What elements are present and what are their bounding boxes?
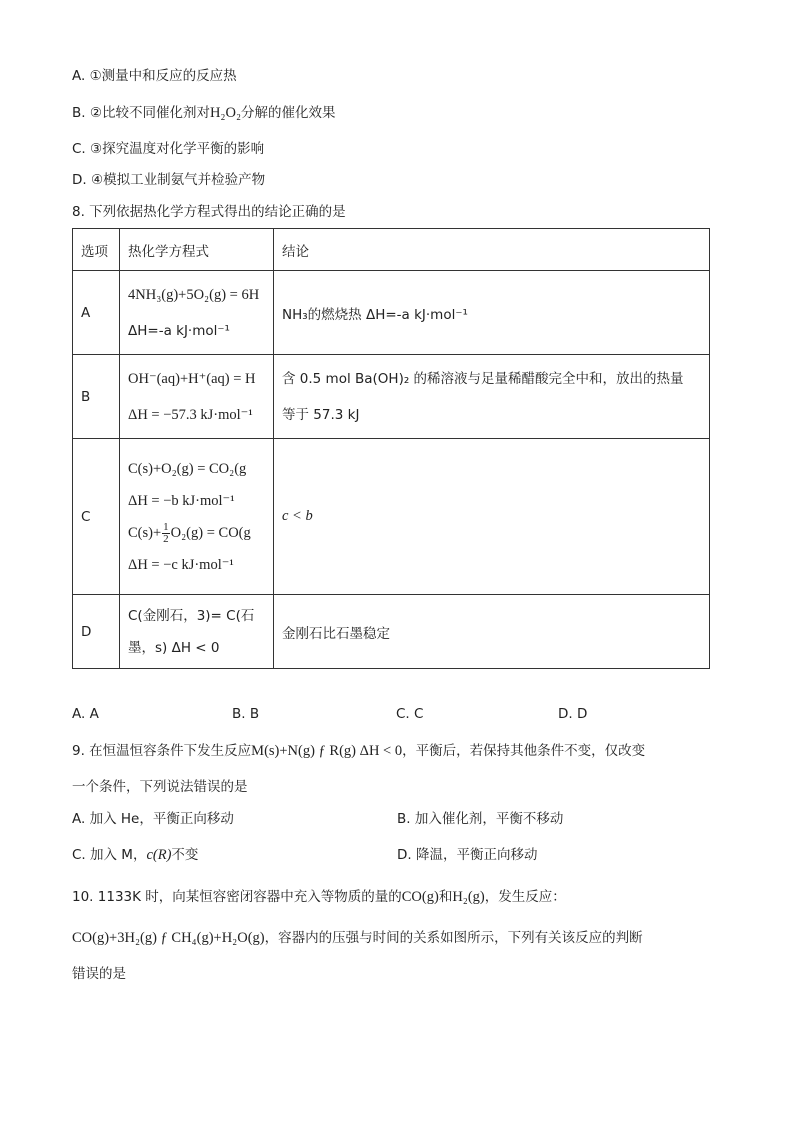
q10-formula-h2: H₂(g)	[452, 889, 485, 905]
fraction-denominator: 2	[163, 532, 169, 545]
header-option: 选项	[73, 229, 120, 271]
row-c-eq3-post: O₂(g) = CO(g	[170, 524, 251, 541]
row-c-conclusion: c < b	[274, 439, 710, 595]
q9-option-c-formula: c(R)	[146, 847, 172, 863]
table-row-a	[73, 271, 710, 355]
q9-option-a: A. 加入 He，平衡正向移动	[72, 811, 234, 827]
q9-stem-line1	[72, 741, 645, 761]
q10-stem-line1	[72, 887, 566, 907]
row-b-conclusion-line1: 含 0.5 mol Ba(OH)₂ 的稀溶液与足量稀醋酸完全中和，放出的热量	[282, 370, 684, 387]
q10-stem-line2-post: ，容器内的压强与时间的关系如图所示，下列有关该反应的判断	[264, 930, 643, 946]
table-row-b	[73, 355, 710, 439]
row-d-conclusion: 金刚石比石墨稳定	[274, 595, 710, 669]
row-d-eq2: 墨，s) ΔH < 0	[128, 639, 220, 656]
q7-option-b-formula: H₂O₂	[209, 105, 242, 121]
q7-option-d: D. ④模拟工业制氨气并检验产物	[72, 172, 266, 188]
q8-choice-d: D. D	[558, 706, 588, 722]
row-b-equation	[120, 355, 274, 439]
q10-formula-co: CO(g)	[401, 889, 439, 905]
header-conclusion: 结论	[274, 229, 710, 271]
q8-choices	[72, 706, 632, 726]
table-header-row	[73, 229, 710, 271]
q7-option-c: C. ③探究温度对化学平衡的影响	[72, 141, 265, 157]
q10-equation: CO(g)+3H₂(g) ƒ CH₄(g)+H₂O(g)	[72, 930, 265, 946]
q9-stem-post: ，平衡后，若保持其他条件不变，仅改变	[402, 743, 646, 759]
row-b-eq1: OH⁻(aq)+H⁺(aq) = H	[128, 370, 256, 387]
row-c-eq3	[128, 517, 273, 549]
table-row-d	[73, 595, 710, 669]
fraction-numerator: 1	[163, 520, 169, 533]
row-d-equation	[120, 595, 274, 669]
q7-option-b-tail: 分解的催化效果	[241, 105, 336, 121]
row-c-eq4: ΔH = −c kJ·mol⁻¹	[128, 556, 234, 573]
q9-option-d: D. 降温，平衡正向移动	[397, 847, 538, 863]
row-a-eq2: ΔH=-a kJ·mol⁻¹	[128, 322, 230, 339]
q8-stem: 8. 下列依据热化学方程式得出的结论正确的是	[72, 204, 346, 220]
q7-option-a: A. ①测量中和反应的反应热	[72, 68, 237, 84]
header-equation: 热化学方程式	[120, 229, 274, 271]
row-d-eq1: C(金刚石，3)= C(石	[128, 607, 255, 624]
row-b-conclusion-line2: 等于 57.3 kJ	[282, 406, 360, 423]
q9-stem-pre: 9. 在恒温恒容条件下发生反应	[72, 743, 252, 759]
row-a-equation	[120, 271, 274, 355]
row-b-eq2: ΔH = −57.3 kJ·mol⁻¹	[128, 406, 253, 423]
q10-stem-line2	[72, 928, 643, 948]
row-b-conclusion	[274, 355, 710, 439]
row-a-conclusion: NH₃的燃烧热 ΔH=-a kJ·mol⁻¹	[274, 271, 710, 355]
row-c-eq3-pre: C(s)+	[128, 524, 162, 541]
q7-option-b	[72, 103, 336, 123]
q9-option-c-post: 不变	[171, 847, 199, 863]
row-d-label: D	[73, 595, 120, 669]
row-c-eq2: ΔH = −b kJ·mol⁻¹	[128, 492, 235, 509]
q8-table	[72, 228, 710, 669]
q9-option-b: B. 加入催化剂，平衡不移动	[397, 811, 564, 827]
row-c-eq1: C(s)+O₂(g) = CO₂(g	[128, 460, 247, 477]
q10-stem-line3: 错误的是	[72, 966, 126, 982]
q9-stem-line2: 一个条件，下列说法错误的是	[72, 779, 248, 795]
q8-choice-c: C. C	[396, 706, 424, 722]
q9-equation: M(s)+N(g) ƒ R(g) ΔH < 0	[251, 743, 403, 759]
fraction-one-half	[162, 522, 170, 545]
row-c-equation	[120, 439, 274, 595]
row-c-label: C	[73, 439, 120, 595]
row-a-label: A	[73, 271, 120, 355]
row-a-eq1: 4NH₃(g)+5O₂(g) = 6H	[128, 286, 260, 303]
q8-choice-a: A. A	[72, 706, 99, 722]
q10-stem-pre: 10. 1133K 时，向某恒容密闭容器中充入等物质的量的	[72, 889, 402, 905]
q10-stem-post: ，发生反应：	[484, 889, 566, 905]
q10-stem-and: 和	[438, 889, 453, 905]
q9-option-c	[72, 845, 198, 865]
q9-option-c-pre: C. 加入 M，	[72, 847, 147, 863]
q7-option-b-text: B. ②比较不同催化剂对	[72, 105, 210, 121]
q8-choice-b: B. B	[232, 706, 260, 722]
row-b-label: B	[73, 355, 120, 439]
table-row-c	[73, 439, 710, 595]
